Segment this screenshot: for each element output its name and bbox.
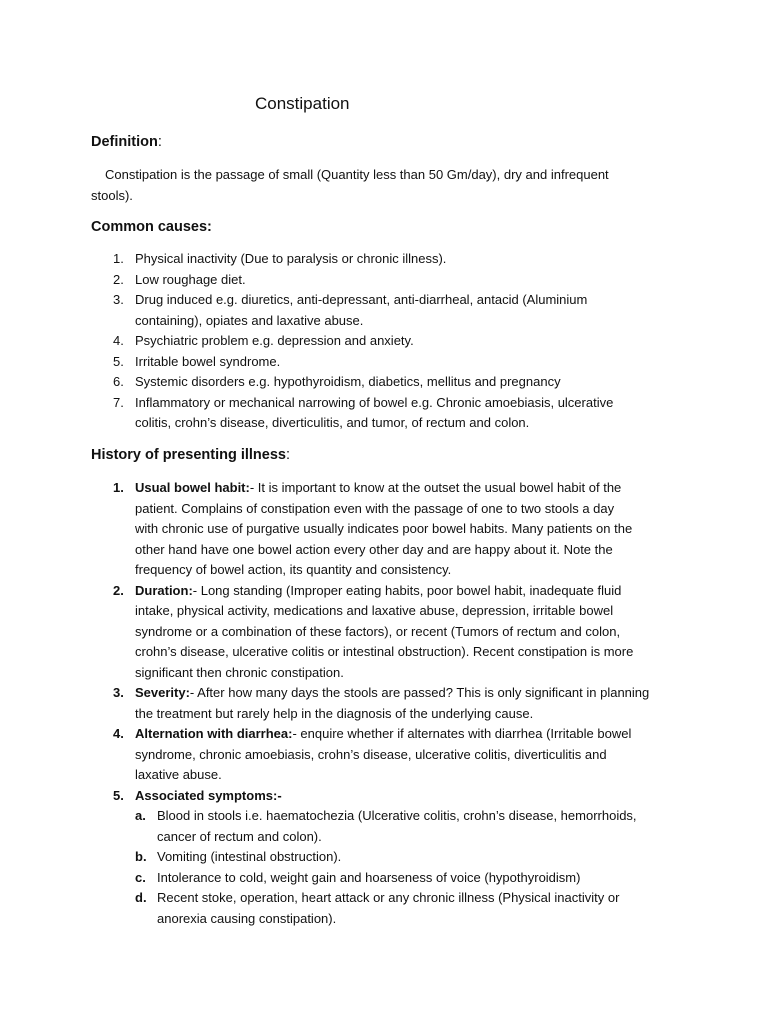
list-item-line: syndrome or a combination of these factors), or recent (Tumors of rectum and colon, [135,623,621,639]
list-item-line: - Long standing (Improper eating habits, poor bowel habit, inadequate fluid [192,582,622,598]
list-number: 3. [113,292,124,307]
sublist-item-line: Intolerance to cold, weight gain and hoarseness of voice (hypothyroidism) [157,869,581,885]
history-list [113,478,673,929]
definition-line: Constipation is the passage of small (Quantity less than 50 Gm/day), dry and infrequent [105,167,609,182]
list-item-line: intake, physical activity, medications and laxative abuse, depression, irritable bowel [135,603,614,618]
page-title: Constipation [255,94,350,113]
list-item-line: significant then chronic constipation. [135,664,344,680]
list-number: 2. [113,582,124,598]
definition-heading-text: Definition [91,134,158,150]
item-term: Associated symptoms: [135,787,278,803]
sublist-item-line: Blood in stools i.e. haematochezia (Ulcerative colitis, crohn’s disease, hemorrhoids, [157,808,637,823]
definition-line: stools). [91,187,133,203]
list-item-line: laxative abuse. [135,767,222,782]
sublist-item-line: anorexia causing constipation). [157,910,337,926]
list-item-line: Low roughage diet. [135,271,246,287]
item-term: Severity: [135,685,190,700]
sublist-item [135,888,673,929]
list-number: 1. [113,480,124,495]
list-item [113,393,658,434]
list-item [113,270,658,291]
list-number: 3. [113,685,124,700]
symptoms-sublist [135,806,673,929]
list-item-line: - enquire whether if alternates with diarrhea (Irritable bowel [292,726,632,741]
list-number: 5. [113,353,124,369]
list-number: 4. [113,726,124,741]
sublist-item [135,847,673,868]
list-number: 1. [113,251,124,266]
list-item-line: colitis, crohn’s disease, diverticulitis, and tumor, of rectum and colon. [135,415,530,430]
item-term: Duration: [135,582,193,598]
history-heading [91,447,290,463]
sublist-item [135,806,673,847]
list-item [113,352,658,373]
item-term: Usual bowel habit: [135,480,250,495]
list-item-line: Inflammatory or mechanical narrowing of bowel e.g. Chronic amoebiasis, ulcerative [135,394,614,410]
list-item-line: containing), opiates and laxative abuse. [135,312,364,328]
sublist-item [135,868,673,889]
list-item-line: Systemic disorders e.g. hypothyroidism, diabetics, mellitus and pregnancy [135,374,561,389]
list-item [113,478,673,581]
sublist-item-line: cancer of rectum and colon). [157,828,322,844]
list-item [113,331,658,352]
sublist-item-line: Vomiting (intestinal obstruction). [157,849,342,864]
definition-text [91,165,651,206]
list-item-line: patient. Complains of constipation even with the passage of one to two stools a day [135,500,615,516]
definition-heading [91,134,162,150]
list-number: 4. [113,333,124,348]
sublist-letter: b. [135,849,147,864]
list-item-line: - [277,787,282,803]
sublist-letter: a. [135,808,146,823]
list-item [113,290,658,331]
list-item-line: with chronic use of purgative usually indicates poor bowel habits. Many patients on the [135,521,633,536]
list-item [113,372,658,393]
item-term: Alternation with diarrhea: [135,726,293,741]
list-item [113,786,673,930]
list-item-line: Physical inactivity (Due to paralysis or chronic illness). [135,251,447,266]
list-item-line: the treatment but rarely help in the diagnosis of the underlying cause. [135,705,534,721]
list-number: 7. [113,394,124,410]
list-item [113,683,673,724]
list-item [113,581,673,684]
history-heading-colon: : [286,447,291,463]
history-heading-text: History of presenting illness [91,447,286,463]
sublist-letter: c. [135,869,146,885]
list-item-line: crohn’s disease, ulcerative colitis or intestinal obstruction). Recent constipation is more [135,644,634,659]
list-number: 6. [113,374,124,389]
list-number: 5. [113,787,124,803]
causes-heading: Common causes: [91,219,212,235]
list-item-line: syndrome, chronic amoebiasis, crohn’s disease, ulcerative colitis, diverticulitis and [135,746,607,762]
list-item [113,249,658,270]
list-item-line: Drug induced e.g. diuretics, anti-depressant, anti-diarrheal, antacid (Aluminium [135,292,588,307]
list-item-line: frequency of bowel action, its quantity and consistency. [135,562,452,577]
list-item-line: Psychiatric problem e.g. depression and anxiety. [135,333,414,348]
list-item-line: other hand have one bowel action every other day and are happy about it. Note the [135,541,613,557]
list-number: 2. [113,271,124,287]
definition-heading-colon: : [157,134,162,150]
list-item-line: Irritable bowel syndrome. [135,353,281,369]
list-item [113,724,673,786]
list-item-line: - It is important to know at the outset the usual bowel habit of the [249,480,622,495]
sublist-item-line: Recent stoke, operation, heart attack or any chronic illness (Physical inactivity or [157,890,620,905]
list-item-line: - After how many days the stools are passed? This is only significant in planning [189,685,650,700]
causes-list [113,249,658,434]
sublist-letter: d. [135,890,147,905]
